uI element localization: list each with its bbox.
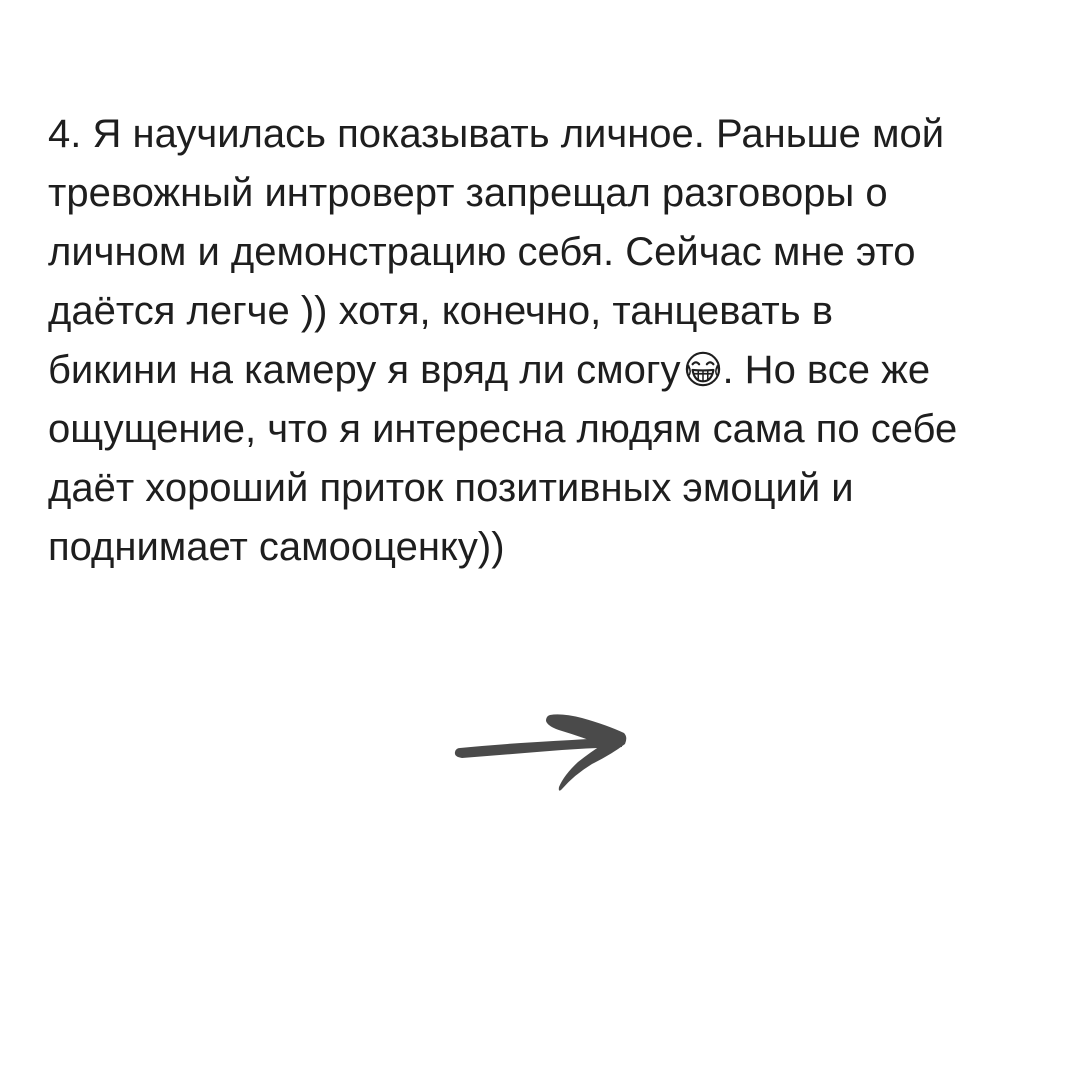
text-line: поднимает самооценку)) [48,525,505,569]
face-with-tears-of-joy-icon [684,350,722,388]
text-line: даётся легче )) хотя, конечно, танцевать в [48,289,833,333]
text-fragment: бикини на камеру я вряд ли смогу [48,348,681,392]
text-line: ощущение, что я интересна людям сама по себе [48,407,958,451]
text-line-with-emoji [48,341,1038,400]
text-fragment: . Но все же [722,348,931,392]
text-line: 4. Я научилась показывать личное. Раньше мой [48,112,945,156]
text-line: тревожный интроверт запрещал разговоры о [48,171,888,215]
text-line: даёт хороший приток позитивных эмоций и [48,466,854,510]
text-line: личном и демонстрацию себя. Сейчас мне это [48,230,916,274]
post-text [48,105,1038,577]
hand-drawn-arrow-right-icon [452,707,632,797]
